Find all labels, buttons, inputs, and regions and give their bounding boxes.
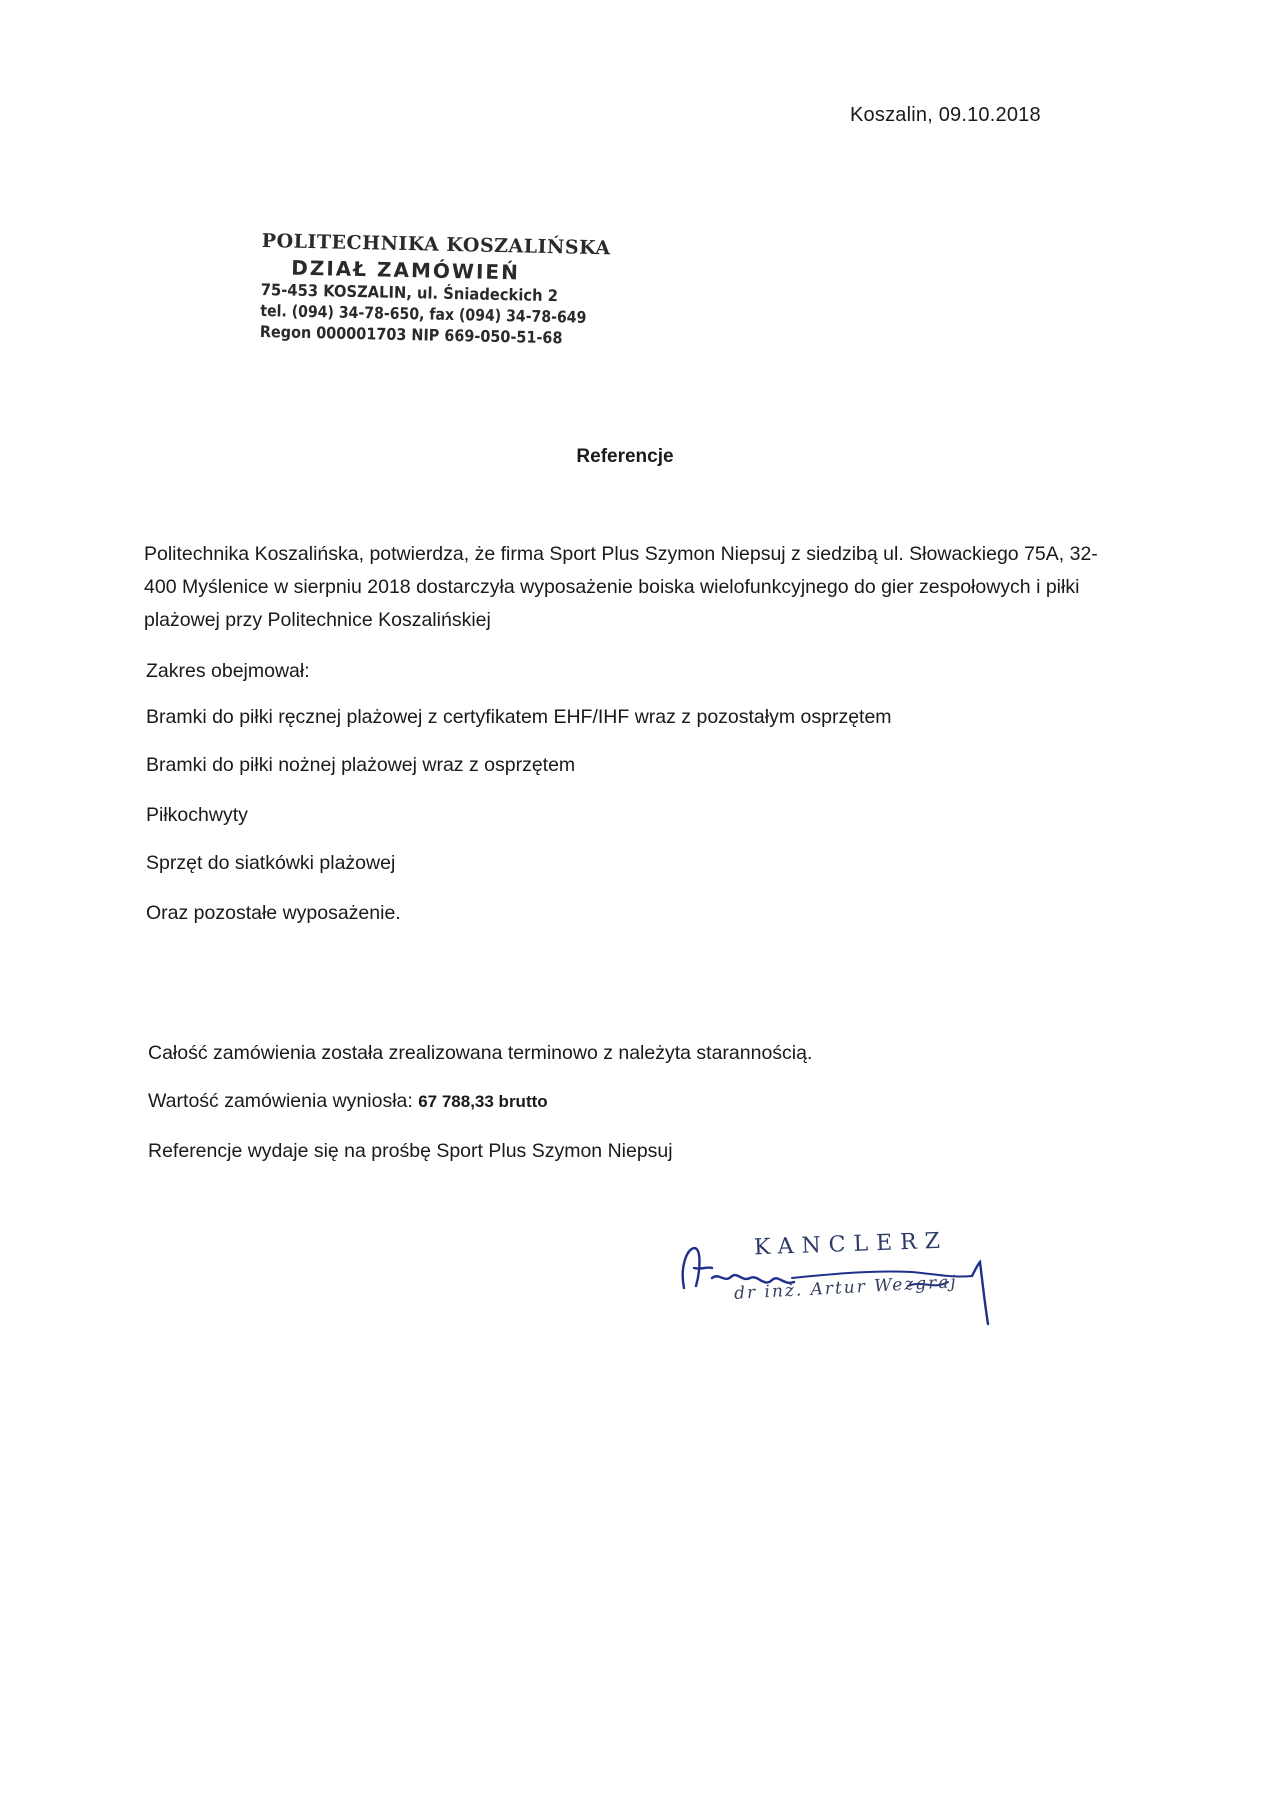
- order-value-line: [148, 1090, 548, 1113]
- document-title: Referencje: [576, 446, 674, 467]
- document-date: Koszalin, 09.10.2018: [850, 104, 1041, 126]
- institution-stamp: [259, 230, 611, 348]
- scope-label: Zakres obejmował:: [146, 660, 310, 682]
- order-value-label: Wartość zamówienia wyniosła:: [148, 1090, 419, 1112]
- scope-item: Bramki do piłki nożnej plażowej wraz z osprzętem: [146, 754, 576, 776]
- scope-item: Sprzęt do siatkówki plażowej: [146, 852, 396, 874]
- signature-block: [672, 1228, 1012, 1338]
- stamp-line-address: 75-453 KOSZALIN, ul. Śniadeckich 2: [260, 279, 559, 306]
- stamp-line-regon-nip: Regon 000001703 NIP 669-050-51-68: [259, 321, 563, 348]
- scope-item: Bramki do piłki ręcznej plażowej z certyfikatem EHF/IHF wraz z pozostałym osprzętem: [146, 706, 892, 728]
- signature-title: KANCLERZ: [753, 1228, 949, 1261]
- stamp-line-institution: POLITECHNIKA KOSZALIŃSKA: [261, 230, 611, 260]
- intro-paragraph: Politechnika Koszalińska, potwierdza, że firma Sport Plus Szymon Niepsuj z siedzibą ul. Słowackiego 75A, 32-400 Myślenice w sierpniu 2018 dostarczyła wyposażenie boiska wielofunkcyjnego do gier zespołowych i piłki plażowej przy Politechnice Koszalińskiej: [144, 543, 1098, 631]
- completion-statement: Całość zamówienia została zrealizowana terminowo z należyta starannością.: [148, 1042, 813, 1064]
- stamp-line-department: DZIAŁ ZAMÓWIEŃ: [291, 255, 521, 285]
- scope-item: Oraz pozostałe wyposażenie.: [146, 902, 401, 924]
- scope-item: Piłkochwyty: [146, 804, 248, 826]
- stamp-line-phone: tel. (094) 34-78-650, fax (094) 34-78-649: [260, 300, 587, 327]
- signature-name: dr inż. Artur Wezgraj: [733, 1272, 959, 1304]
- closing-statement: Referencje wydaje się na prośbę Sport Plus Szymon Niepsuj: [148, 1140, 673, 1162]
- order-value-amount: 67 788,33 brutto: [418, 1092, 548, 1111]
